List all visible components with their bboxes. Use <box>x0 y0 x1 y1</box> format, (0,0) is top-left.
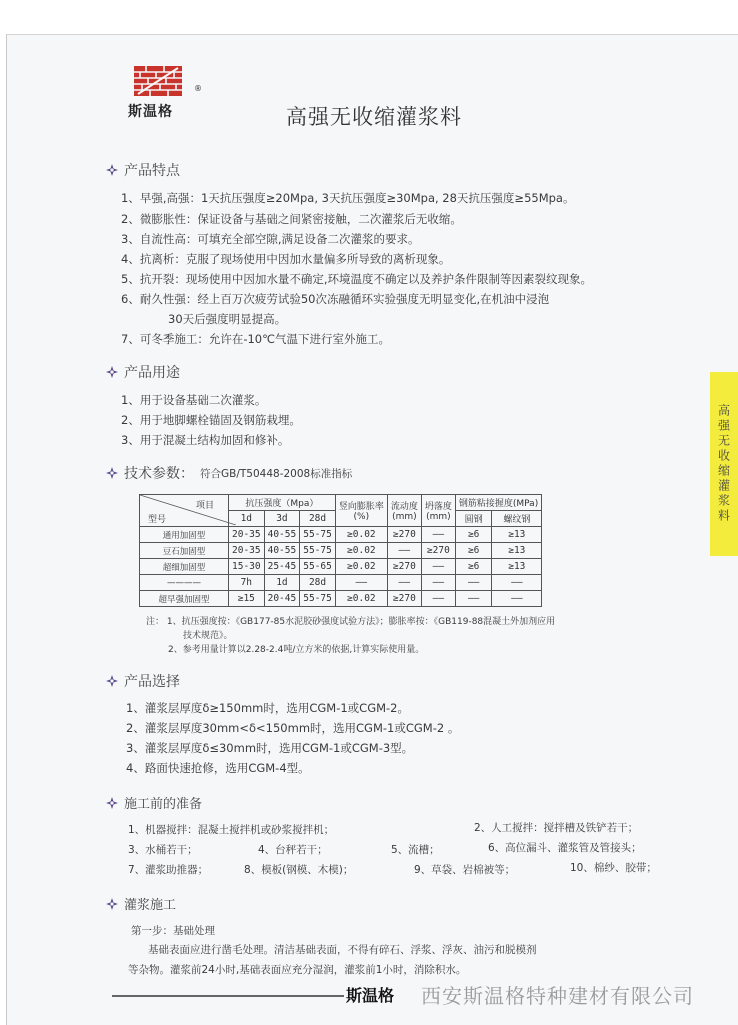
selection-item: 2、灌浆层厚度30mm<δ<150mm时，选用CGM-1或CGM-2 。 <box>126 721 460 735</box>
cell: 55-75 <box>300 527 336 543</box>
cell: 25-45 <box>264 559 300 575</box>
brick-logo-icon <box>134 66 182 96</box>
flower-bullet-icon <box>106 898 118 910</box>
flower-bullet-icon <box>106 366 118 378</box>
section-title: 产品选择 <box>124 674 180 690</box>
section-heading-grouting <box>106 894 176 913</box>
grouting-text: 等杂物。灌浆前24小时,基础表面应充分湿润，灌浆前1小时，消除积水。 <box>128 964 467 976</box>
bond-header: 钢筋粘接握度(MPa) <box>455 495 541 511</box>
selection-item: 3、灌浆层厚度δ≤30mm时，选用CGM-1或CGM-3型。 <box>126 741 414 755</box>
cell: 28d <box>300 575 336 591</box>
prep-item: 8、模板(钢模、木模)； <box>244 864 354 876</box>
cell: —— <box>421 575 455 591</box>
cell: ≥0.02 <box>335 591 387 607</box>
cell: ≥0.02 <box>335 527 387 543</box>
registered-mark: ® <box>194 84 202 93</box>
prep-item: 10、棉纱、胶带； <box>570 862 657 874</box>
section-title: 技术参数： <box>124 466 194 482</box>
cell: ≥6 <box>455 543 492 559</box>
cell: 55-75 <box>300 591 336 607</box>
section-heading-specs <box>106 463 352 483</box>
feature-item: 2、微膨胀性：保证设备与基础之间紧密接触，二次灌浆后无收缩。 <box>121 212 462 226</box>
cell: —— <box>492 591 542 607</box>
table-row <box>140 591 542 607</box>
side-tab-label: 高强无收缩灌浆料 <box>716 404 731 524</box>
feature-item-continued: 30天后强度明显提高。 <box>168 312 287 326</box>
slump-unit: (mm) <box>426 512 451 522</box>
row-name: 通用加固型 <box>140 527 229 543</box>
d28-header: 28d <box>300 511 336 527</box>
cell: ≥0.02 <box>335 543 387 559</box>
cell: —— <box>421 591 455 607</box>
d3-header: 3d <box>264 511 300 527</box>
cell: —— <box>421 527 455 543</box>
cell: ≥270 <box>387 591 421 607</box>
prep-item: 6、高位漏斗、灌浆管及管接头； <box>488 842 642 854</box>
expansion-label: 竖向膨胀率 <box>338 502 384 512</box>
grouting-step-title: 第一步：基础处理 <box>131 925 215 937</box>
table-row <box>140 575 542 591</box>
feature-item: 7、可冬季施工：允许在-10℃气温下进行室外施工。 <box>121 332 391 346</box>
prep-item: 2、人工搅拌：搅拌槽及铁铲若干； <box>474 822 639 834</box>
section-title: 施工前的准备 <box>124 797 203 812</box>
section-title: 灌浆施工 <box>124 898 177 913</box>
feature-item: 3、自流性高：可填充全部空隙,满足设备二次灌浆的要求。 <box>121 232 420 246</box>
cell: —— <box>335 575 387 591</box>
prep-item: 5、流槽； <box>391 844 440 856</box>
cell: ≥13 <box>492 559 542 575</box>
cell: 55-65 <box>300 559 336 575</box>
compressive-header: 抗压强度（Mpa） <box>229 495 336 511</box>
selection-item: 4、路面快速抢修，选用CGM-4型。 <box>126 761 310 775</box>
cell: 7h <box>229 575 265 591</box>
item-label: 项目 <box>195 500 214 511</box>
cell: ≥13 <box>492 543 542 559</box>
feature-item: 1、早强,高强：1天抗压强度≥20Mpa, 3天抗压强度≥30Mpa, 28天抗压强度≥55Mpa。 <box>121 191 575 205</box>
flower-bullet-icon <box>106 675 118 687</box>
cell: —— <box>387 575 421 591</box>
usage-item: 1、用于设备基础二次灌浆。 <box>121 393 267 407</box>
fluidity-label: 流动度 <box>390 502 418 512</box>
cell: —— <box>387 543 421 559</box>
header-diagonal-cell <box>140 495 229 527</box>
expansion-unit: (%) <box>353 512 370 522</box>
fluidity-header <box>387 495 421 527</box>
flower-bullet-icon <box>106 164 118 176</box>
slump-label: 坍落度 <box>424 502 452 512</box>
cell: —— <box>492 575 542 591</box>
section-heading-usage <box>106 362 180 382</box>
prep-item: 1、机器搅拌：混凝土搅拌机或砂浆搅拌机； <box>128 824 335 836</box>
brand-logo <box>128 66 202 121</box>
cell: 55-75 <box>300 543 336 559</box>
cell: ≥270 <box>421 543 455 559</box>
type-label: 型号 <box>148 514 167 525</box>
round-steel-header: 圆钢 <box>455 511 492 527</box>
cell: —— <box>455 575 492 591</box>
cell: ≥270 <box>387 527 421 543</box>
cell: —— <box>421 559 455 575</box>
table-note: 注： 1、抗压强度按：《GB177-85水泥胶砂强度试验方法》；膨胀率按：《GB119-88混凝土外加剂应用 <box>146 617 556 627</box>
d1-header: 1d <box>229 511 265 527</box>
feature-item: 4、抗离析：克服了现场使用中因加水量偏多所导致的离析现象。 <box>121 252 451 266</box>
cell: ≥0.02 <box>335 559 387 575</box>
side-tab <box>710 372 738 556</box>
selection-item: 1、灌浆层厚度δ≥150mm时，选用CGM-1或CGM-2。 <box>126 701 410 715</box>
expansion-header <box>335 495 387 527</box>
flower-bullet-icon <box>106 467 118 479</box>
table-note: 技术规范》。 <box>183 631 233 641</box>
cell: ≥6 <box>455 559 492 575</box>
cell: ≥270 <box>387 559 421 575</box>
cell: ≥15 <box>229 591 265 607</box>
section-heading-features <box>106 160 180 180</box>
usage-item: 3、用于混凝土结构加固和修补。 <box>121 433 290 447</box>
table-row <box>140 527 542 543</box>
rebar-header: 螺纹钢 <box>492 511 542 527</box>
section-title: 产品特点 <box>124 163 180 179</box>
fluidity-unit: (mm) <box>392 512 417 522</box>
section-heading-prep <box>106 793 202 812</box>
flower-bullet-icon <box>106 797 118 809</box>
cell: 20-35 <box>229 543 265 559</box>
cell: 40-55 <box>264 527 300 543</box>
table-note: 2、参考用量计算以2.28-2.4吨/立方米的依据,计算实际使用量。 <box>168 645 425 655</box>
section-heading-selection <box>106 671 180 691</box>
row-name: 豆石加固型 <box>140 543 229 559</box>
cell: 15-30 <box>229 559 265 575</box>
prep-item: 7、灌浆助推器； <box>128 864 209 876</box>
feature-item: 6、耐久性强：经上百万次疲劳试验50次冻融循环实验强度无明显变化,在机油中浸泡 <box>121 292 550 306</box>
cell: 20-35 <box>229 527 265 543</box>
row-name: ———— <box>140 575 229 591</box>
row-name: 超早强加固型 <box>140 591 229 607</box>
cell: ≥6 <box>455 527 492 543</box>
footer-rule <box>112 995 344 997</box>
cell: ≥13 <box>492 527 542 543</box>
grouting-text: 基础表面应进行凿毛处理。清洁基础表面，不得有碎石、浮浆、浮灰、油污和脱模剂 <box>148 944 537 956</box>
usage-item: 2、用于地脚螺栓锚固及钢筋栽埋。 <box>121 413 301 427</box>
table-row <box>140 543 542 559</box>
footer-company: 西安斯温格特种建材有限公司 <box>421 984 694 1008</box>
page-title: 高强无收缩灌浆料 <box>286 105 462 129</box>
cell: 20-45 <box>264 591 300 607</box>
cell: 40-55 <box>264 543 300 559</box>
footer-brand: 斯温格 <box>346 986 395 1005</box>
feature-item: 5、抗开裂：现场使用中因加水量不确定,环境温度不确定以及养护条件限制等因素裂纹现象。 <box>121 272 592 286</box>
spec-table <box>139 494 542 607</box>
prep-item: 4、台秤若干； <box>258 844 328 856</box>
section-title: 产品用途 <box>124 365 180 381</box>
row-name: 超细加固型 <box>140 559 229 575</box>
slump-header <box>421 495 455 527</box>
prep-item: 9、草袋、岩棉被等； <box>414 864 516 876</box>
prep-item: 3、水桶若干； <box>128 844 198 856</box>
cell: 1d <box>264 575 300 591</box>
standard-reference: 符合GB/T50448-2008标准指标 <box>200 467 353 480</box>
table-row <box>140 559 542 575</box>
brand-name: 斯温格 <box>128 104 173 120</box>
cell: —— <box>455 591 492 607</box>
